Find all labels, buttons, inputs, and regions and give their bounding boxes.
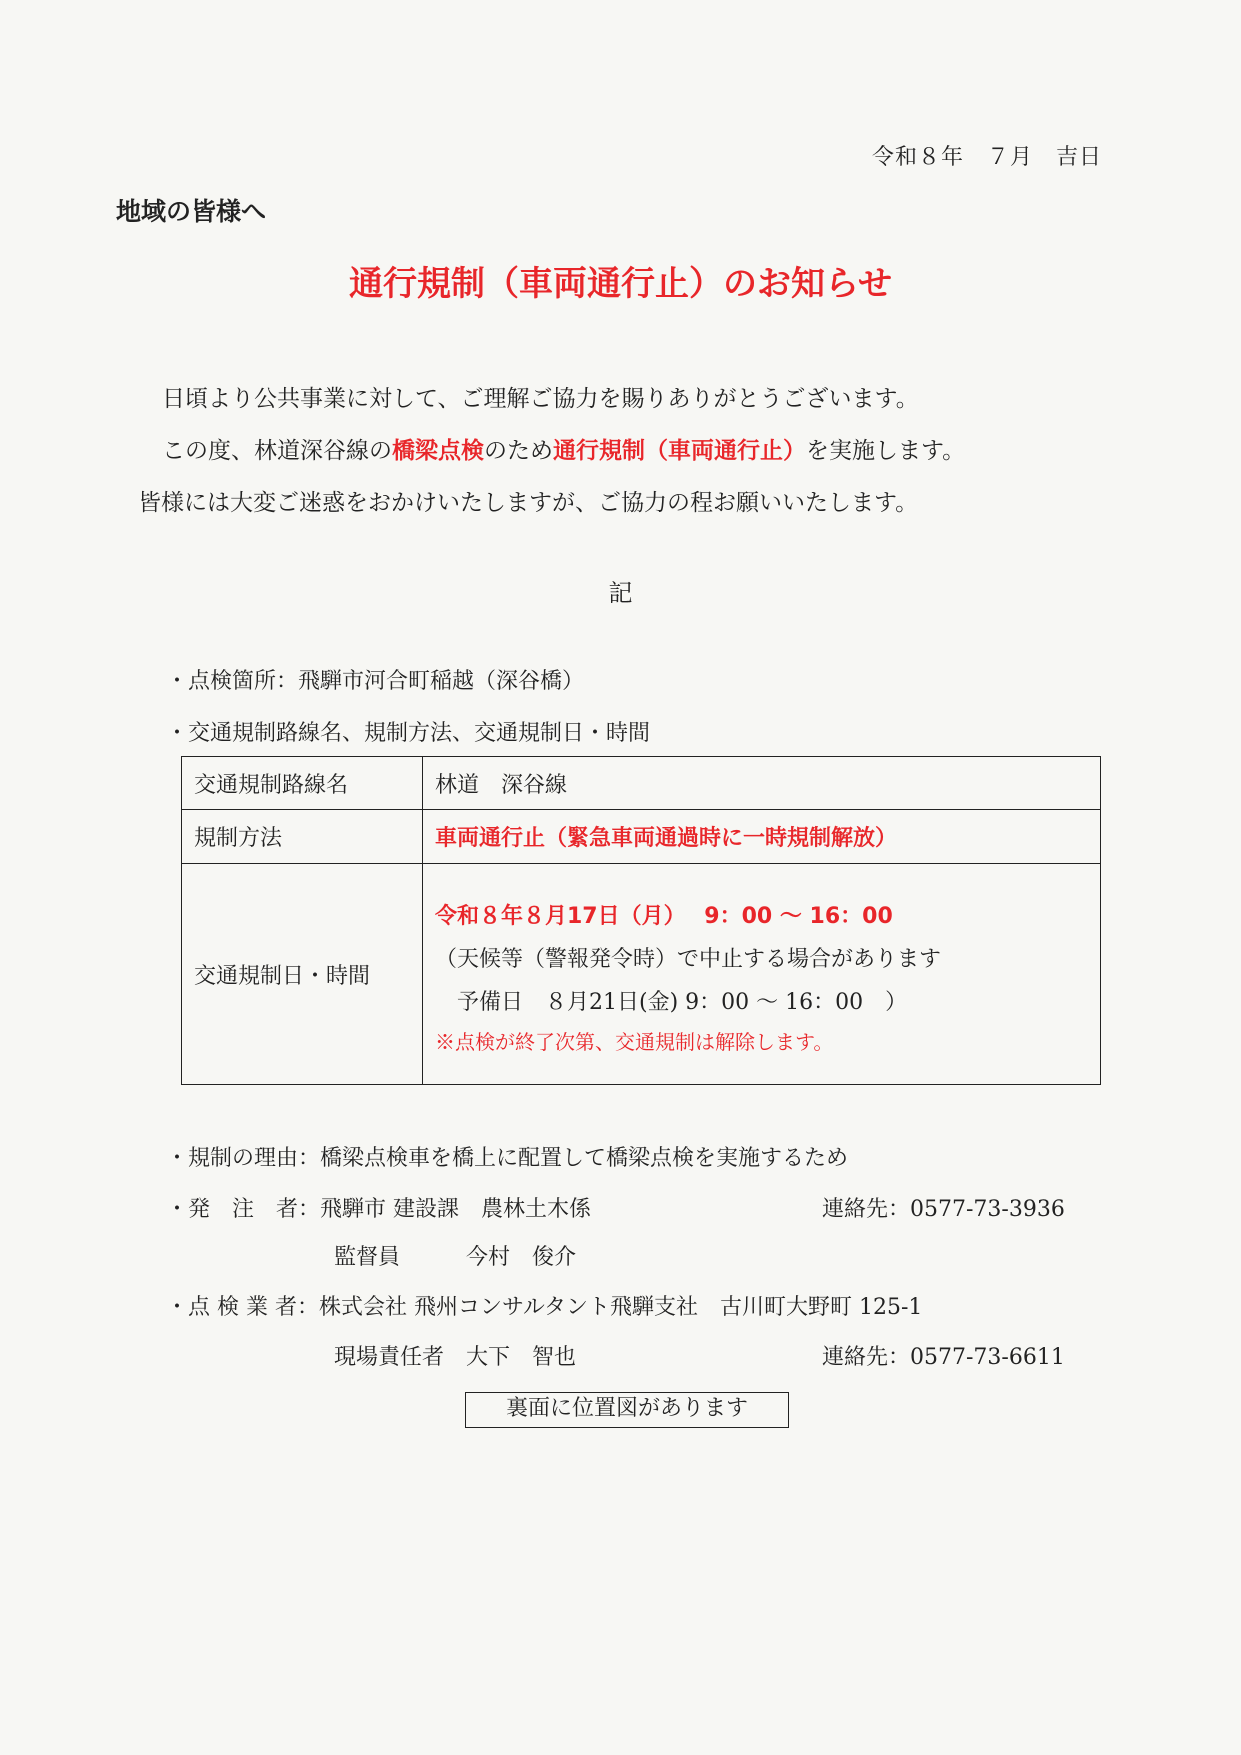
release-note: ※点検が終了次第、交通規制は解除します。 — [435, 1030, 834, 1054]
route-value: 林道 深谷線 — [423, 757, 1101, 810]
intro-text: この度、林道深谷線の — [162, 438, 392, 464]
intro-text: を実施します。 — [806, 438, 966, 464]
intro-text: のため — [484, 438, 553, 464]
highlight-traffic-restriction: 通行規制（車両通行止） — [553, 438, 806, 464]
inspection-location: ・点検箇所：飛騨市河合町稲越（深谷橋） — [166, 669, 585, 694]
contractor: ・点 検 業 者：株式会社 飛州コンサルタント飛騨支社 古川町大野町 125-1 — [166, 1295, 923, 1320]
ki-heading: 記 — [608, 579, 633, 607]
supervisor: 監督員 今村 俊介 — [334, 1245, 577, 1270]
schedule-heading: ・交通規制路線名、規制方法、交通規制日・時間 — [166, 721, 651, 746]
datetime-main: 令和８年８月17日（月） 9：00 ～ 16：00 — [435, 904, 893, 929]
orderer: ・発 注 者：飛騨市 建設課 農林土木係 — [166, 1197, 591, 1222]
method-label: 規制方法 — [182, 810, 423, 864]
contractor-contact: 連絡先：0577-73-6611 — [822, 1345, 1065, 1370]
intro-line-1: 日頃より公共事業に対して、ご理解ご協力を賜りありがとうございます。 — [162, 386, 919, 412]
table-row — [182, 810, 1101, 864]
intro-line-3: 皆様には大変ご迷惑をおかけいたしますが、ご協力の程お願いいたします。 — [138, 490, 919, 516]
restriction-reason: ・規制の理由：橋梁点検車を橋上に配置して橋梁点検を実施するため — [166, 1146, 849, 1171]
datetime-label: 交通規制日・時間 — [182, 864, 423, 1085]
route-label: 交通規制路線名 — [182, 757, 423, 810]
restriction-table — [181, 756, 1101, 1085]
table-row — [182, 864, 1101, 1085]
reserve-date: 予備日 ８月21日(金) 9：00 ～ 16：00 ） — [457, 990, 908, 1015]
orderer-contact: 連絡先：0577-73-3936 — [822, 1197, 1065, 1222]
table-row — [182, 757, 1101, 810]
site-manager: 現場責任者 大下 智也 — [334, 1345, 577, 1370]
issue-date: 令和８年 ７月 吉日 — [872, 145, 1103, 170]
intro-line-2 — [162, 432, 965, 465]
back-side-map-note: 裏面に位置図があります — [465, 1392, 789, 1428]
datetime-cell — [423, 864, 1101, 1085]
highlight-bridge-inspection: 橋梁点検 — [392, 438, 484, 464]
method-value: 車両通行止（緊急車両通過時に一時規制解放） — [423, 810, 1101, 864]
weather-note: （天候等（警報発令時）で中止する場合があります — [435, 947, 942, 972]
addressee: 地域の皆様へ — [116, 197, 267, 226]
notice-title: 通行規制（車両通行止）のお知らせ — [349, 264, 892, 304]
